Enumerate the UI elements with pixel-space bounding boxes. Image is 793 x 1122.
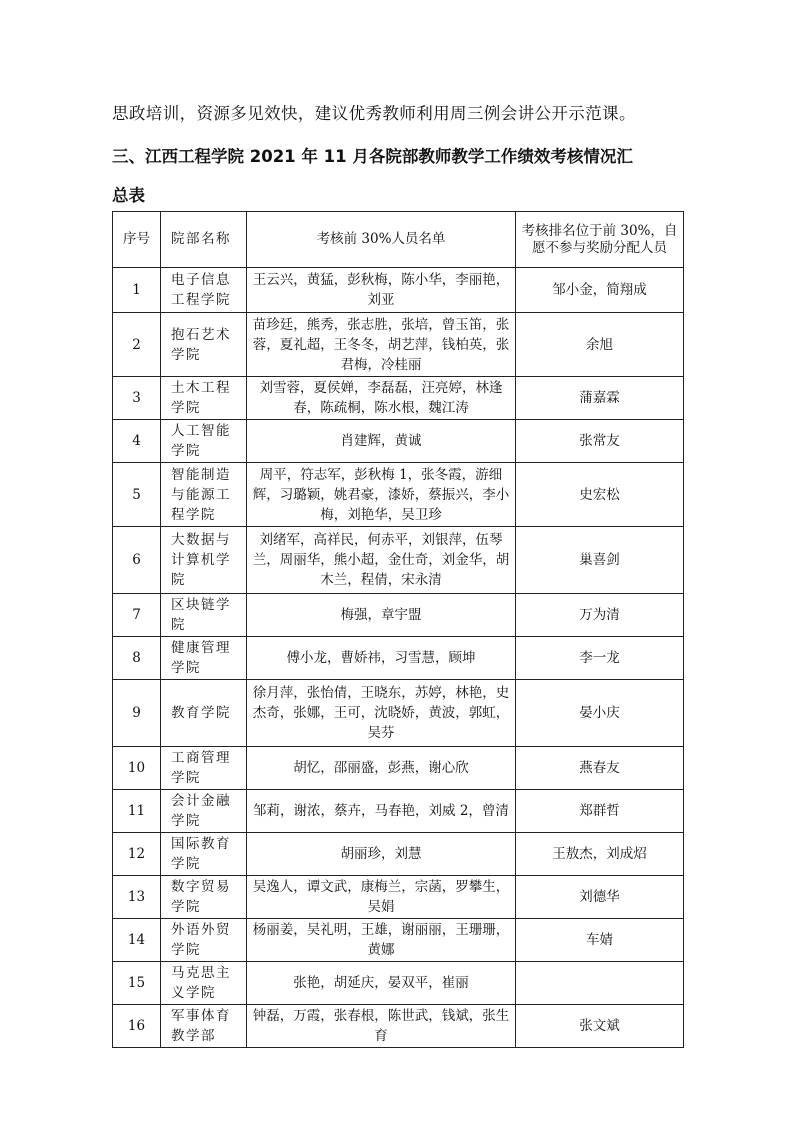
row-no: 1 [113,268,161,313]
row-optout: 史宏松 [516,463,684,527]
table-header-row [113,212,684,268]
row-optout: 刘德华 [516,876,684,919]
section-heading: 三、江西工程学院 2021 年 11 月各院部教师教学工作绩效考核情况汇 [112,147,633,166]
row-dept: 电子信息工程学院 [161,268,247,313]
row-no: 8 [113,637,161,680]
table-row [113,594,684,637]
row-names: 胡丽珍，刘慧 [247,833,516,876]
row-names: 吴逸人，谭文武，康梅兰，宗菡，罗攀生，吴娟 [247,876,516,919]
table-row [113,463,684,527]
row-names: 胡忆，邵丽盛，彭燕，谢心欣 [247,747,516,790]
row-dept: 智能制造与能源工程学院 [161,463,247,527]
row-dept: 马克思主义学院 [161,962,247,1005]
row-no: 13 [113,876,161,919]
row-optout: 邹小金，简翔成 [516,268,684,313]
row-names: 杨丽姜，吴礼明，王雄，谢丽丽，王珊珊，黄娜 [247,919,516,962]
row-dept: 土木工程学院 [161,377,247,420]
row-names: 张艳，胡延庆，晏双平，崔丽 [247,962,516,1005]
row-dept: 外语外贸学院 [161,919,247,962]
row-names: 钟磊，万霞，张春根，陈世武，钱斌，张生育 [247,1005,516,1048]
row-dept: 人工智能学院 [161,420,247,463]
row-dept: 国际教育学院 [161,833,247,876]
table-row [113,313,684,377]
row-names: 邹莉，谢浓，蔡卉，马春艳，刘威 2，曾清 [247,790,516,833]
row-optout: 王敖杰，刘成炤 [516,833,684,876]
section-heading-continued: 总表 [112,186,145,205]
table-row [113,833,684,876]
row-dept: 数字贸易学院 [161,876,247,919]
row-names: 苗珍廷，熊秀，张志胜，张培，曾玉笛，张蓉，夏礼超，王冬冬，胡艺萍，钱柏英，张君梅，冷桂丽 [247,313,516,377]
row-no: 9 [113,680,161,747]
row-optout: 余旭 [516,313,684,377]
table-row [113,876,684,919]
row-dept: 工商管理学院 [161,747,247,790]
row-no: 11 [113,790,161,833]
row-dept: 军事体育教学部 [161,1005,247,1048]
row-no: 6 [113,527,161,594]
row-optout: 万为清 [516,594,684,637]
row-names: 肖建辉，黄诚 [247,420,516,463]
row-optout: 张文斌 [516,1005,684,1048]
row-no: 14 [113,919,161,962]
table-row [113,527,684,594]
table-row [113,420,684,463]
row-names: 徐月萍，张怡倩，王晓东，苏婷，林艳，史杰奇，张娜，王可，沈晓娇，黄波，郭虹，吴芬 [247,680,516,747]
table-row [113,919,684,962]
row-dept: 大数据与计算机学院 [161,527,247,594]
row-optout: 巢喜剑 [516,527,684,594]
row-dept: 会计金融学院 [161,790,247,833]
intro-paragraph: 思政培训，资源多见效快，建议优秀教师利用周三例会讲公开示范课。 [112,104,636,123]
row-no: 15 [113,962,161,1005]
row-optout: 张常友 [516,420,684,463]
row-dept: 健康管理学院 [161,637,247,680]
header-dept: 院部名称 [161,212,247,268]
row-no: 3 [113,377,161,420]
row-names: 梅强，章宇盟 [247,594,516,637]
row-names: 周平，符志军，彭秋梅 1，张冬霞，游细辉，习璐颖，姚君豪，漆娇，蔡振兴，李小梅，刘艳华，吴卫珍 [247,463,516,527]
row-dept: 区块链学院 [161,594,247,637]
row-no: 12 [113,833,161,876]
row-optout: 李一龙 [516,637,684,680]
row-no: 4 [113,420,161,463]
row-optout [516,962,684,1005]
row-no: 7 [113,594,161,637]
row-no: 10 [113,747,161,790]
table-row [113,1005,684,1048]
row-optout: 晏小庆 [516,680,684,747]
table-row [113,268,684,313]
row-dept: 抱石艺术学院 [161,313,247,377]
row-optout: 燕春友 [516,747,684,790]
row-optout: 郑群哲 [516,790,684,833]
row-optout: 蒲嘉霖 [516,377,684,420]
row-optout: 车婧 [516,919,684,962]
header-optout: 考核排名位于前 30%，自愿不参与奖励分配人员 [516,212,684,268]
header-names: 考核前 30%人员名单 [247,212,516,268]
row-dept: 教育学院 [161,680,247,747]
table-row [113,637,684,680]
table-row [113,790,684,833]
row-names: 刘绪军，高祥民，何赤平，刘银萍，伍琴兰，周丽华，熊小超，金仕奇，刘金华，胡木兰，程倩，宋永清 [247,527,516,594]
row-no: 16 [113,1005,161,1048]
row-names: 刘雪蓉，夏侯婵，李磊磊，汪亮婷，林逢春，陈疏桐，陈水根，魏江涛 [247,377,516,420]
row-names: 王云兴，黄猛，彭秋梅，陈小华，李丽艳，刘亚 [247,268,516,313]
row-no: 2 [113,313,161,377]
performance-table [112,211,684,1048]
table-row [113,377,684,420]
table-row [113,962,684,1005]
row-no: 5 [113,463,161,527]
row-names: 傅小龙，曹娇祎，习雪慧，顾坤 [247,637,516,680]
header-no: 序号 [113,212,161,268]
table-row [113,747,684,790]
table-row [113,680,684,747]
